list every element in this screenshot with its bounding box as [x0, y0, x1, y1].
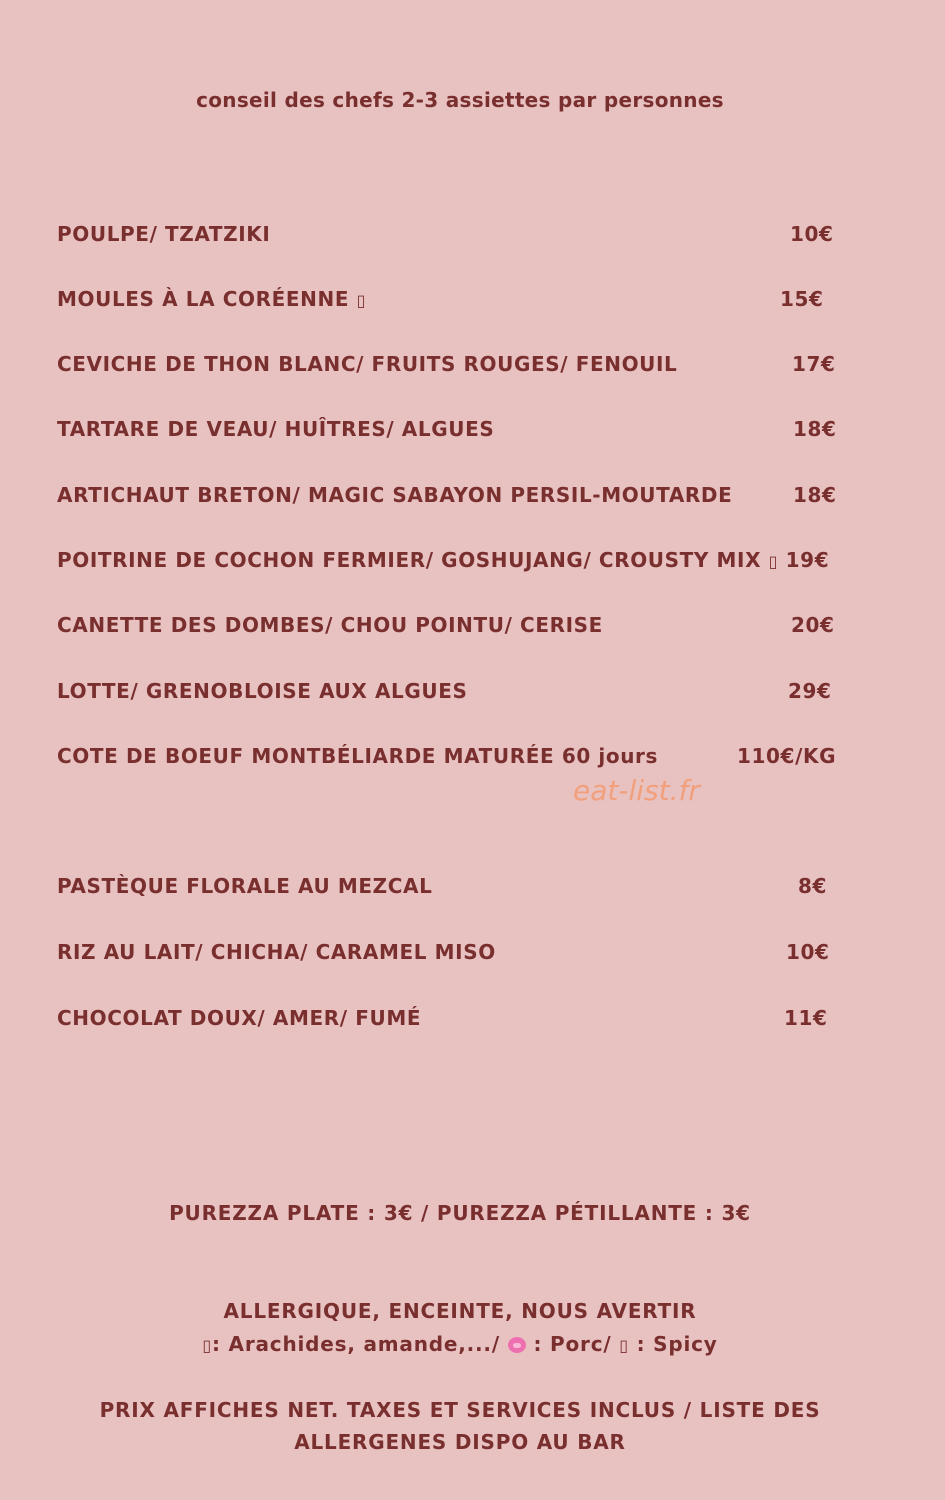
- dish-name: COTE DE BOEUF MONTBÉLIARDE MATURÉE 60 jours: [57, 744, 659, 768]
- dessert-name: CHOCOLAT DOUX/ AMER/ FUMÉ: [57, 1006, 422, 1030]
- dish-price: 17€: [792, 352, 836, 376]
- menu-item: [57, 415, 494, 443]
- spicy-icon: ▯: [768, 552, 779, 571]
- dish-price: 15€: [780, 287, 824, 311]
- spicy-icon: ▯: [356, 291, 367, 310]
- dish-price: 29€: [788, 679, 832, 703]
- dish-name: POULPE/ TZATZIKI: [57, 222, 271, 246]
- footer-line-2: ALLERGENES DISPO AU BAR: [294, 1430, 626, 1454]
- dish-name: MOULES À LA CORÉENNE: [57, 287, 350, 311]
- menu-item: [57, 611, 603, 639]
- menu-header: conseil des chefs 2-3 assiettes par personnes: [196, 88, 724, 112]
- dessert-item: [57, 938, 496, 966]
- dish-price: 18€: [793, 417, 837, 441]
- menu-item: [57, 481, 732, 509]
- spicy-icon: ▯: [619, 1336, 629, 1355]
- dish-name: ARTICHAUT BRETON/ MAGIC SABAYON PERSIL-MOUTARDE: [57, 483, 733, 507]
- dish-price: 19€: [785, 548, 830, 572]
- dish-price: 20€: [791, 613, 835, 637]
- dish-price: 110€/KG: [737, 744, 837, 768]
- dessert-name: RIZ AU LAIT/ CHICHA/ CARAMEL MISO: [57, 940, 496, 964]
- menu-item: [57, 546, 829, 576]
- dish-name: CEVICHE DE THON BLANC/ FRUITS ROUGES/ FENOUIL: [57, 352, 678, 376]
- footer-line-1: PRIX AFFICHES NET. TAXES ET SERVICES INCLUS / LISTE DES: [99, 1398, 821, 1422]
- menu-item: [57, 350, 677, 378]
- menu-item: [57, 677, 468, 705]
- dessert-price: 8€: [798, 874, 828, 898]
- porc-legend: : Porc/: [533, 1332, 612, 1356]
- allergy-title: ALLERGIQUE, ENCEINTE, NOUS AVERTIR: [223, 1299, 697, 1323]
- menu-item: [57, 742, 658, 770]
- nuts-legend: : Arachides, amande,.../: [211, 1332, 500, 1356]
- dish-price: 18€: [793, 483, 837, 507]
- dish-name: CANETTE DES DOMBES/ CHOU POINTU/ CERISE: [57, 613, 603, 637]
- dish-price: 10€: [790, 222, 834, 246]
- water-line: PUREZZA PLATE : 3€ / PUREZZA PÉTILLANTE : 3€: [169, 1201, 751, 1225]
- pig-icon: [508, 1337, 526, 1353]
- spicy-legend: : Spicy: [636, 1332, 718, 1356]
- dessert-item: [57, 1004, 421, 1032]
- dish-name: LOTTE/ GRENOBLOISE AUX ALGUES: [57, 679, 468, 703]
- nuts-icon: ▯: [202, 1336, 212, 1355]
- dessert-price: 11€: [784, 1006, 828, 1030]
- allergy-legend: [0, 1328, 920, 1362]
- menu-item: [57, 220, 270, 248]
- dish-name: POITRINE DE COCHON FERMIER/ GOSHUJANG/ CROUSTY MIX: [57, 548, 762, 572]
- dessert-price: 10€: [786, 940, 830, 964]
- watermark: eat-list.fr: [573, 774, 700, 807]
- dessert-item: [57, 872, 432, 900]
- dessert-name: PASTÈQUE FLORALE AU MEZCAL: [57, 874, 433, 898]
- menu-item: [57, 285, 366, 315]
- dish-name: TARTARE DE VEAU/ HUÎTRES/ ALGUES: [57, 417, 495, 441]
